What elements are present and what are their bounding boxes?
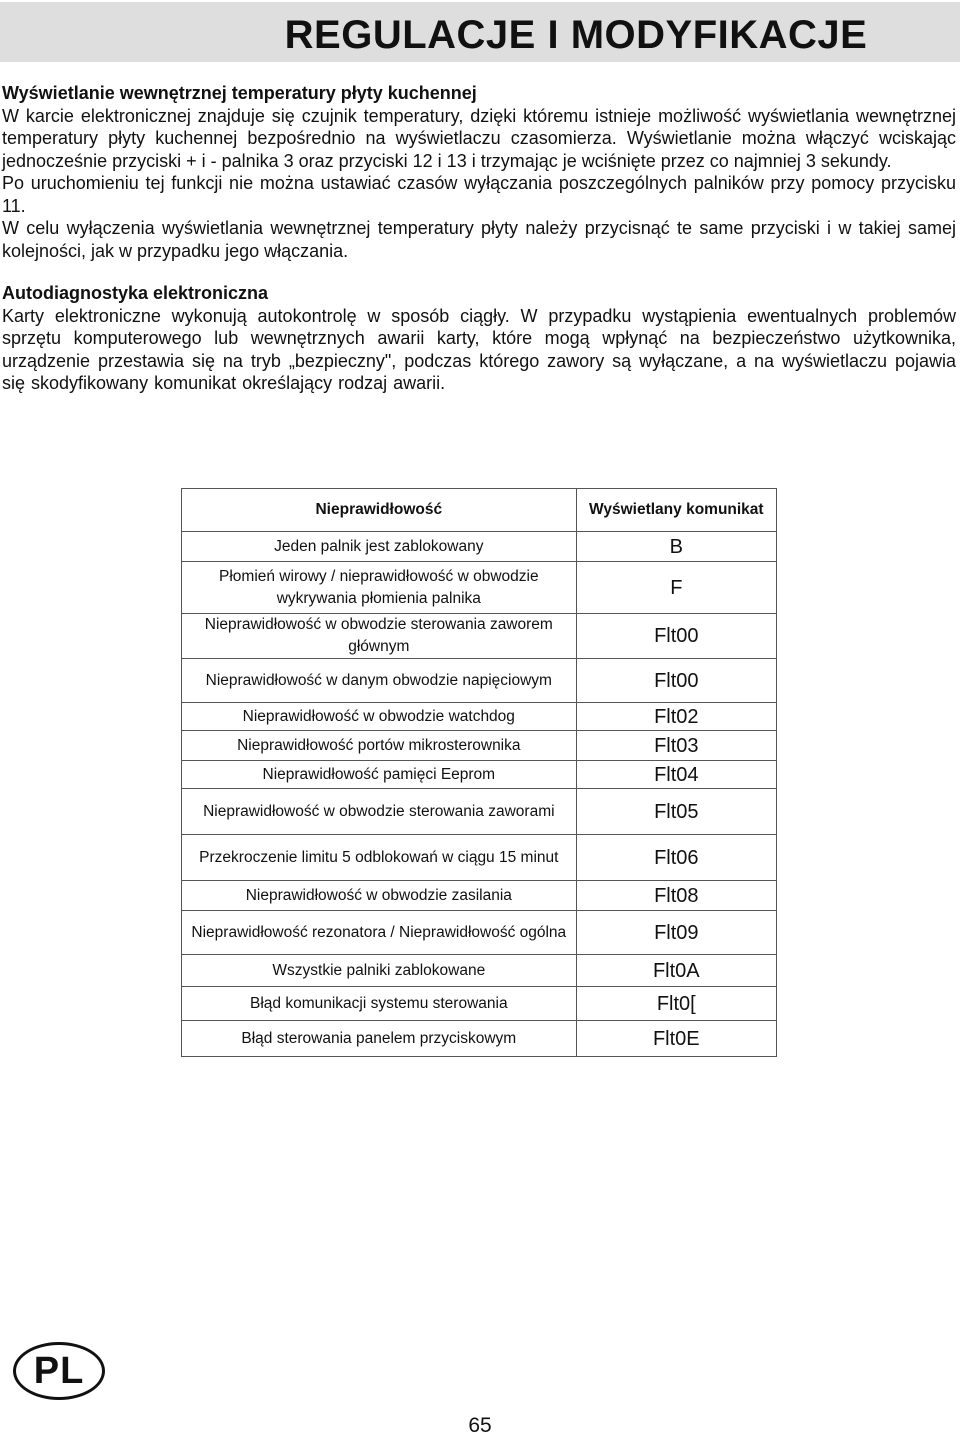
section-heading: Autodiagnostyka elektroniczna xyxy=(2,283,269,303)
fault-code: B xyxy=(576,532,776,562)
table-header-row xyxy=(182,489,777,532)
fault-description: Nieprawidłowość w obwodzie sterowania zaworami xyxy=(182,789,577,835)
fault-description: Przekroczenie limitu 5 odblokowań w ciągu 15 minut xyxy=(182,835,577,881)
fault-code: Flt08 xyxy=(576,881,776,911)
fault-description: Błąd komunikacji systemu sterowania xyxy=(182,987,577,1021)
fault-code: Flt02 xyxy=(576,703,776,731)
paragraph: Karty elektroniczne wykonują autokontrolę w sposób ciągły. W przypadku wystąpienia ewentualnych problemów sprzętu komputerowego lub wewnętrznych awarii karty, które mogą wpłynąć na bezpieczeństwo użytkownika, urządzenie przestawia się na tryb „bezpieczny", podczas którego zawory są wyłączane, a na wyświetlaczu pojawia się skodyfikowany komunikat określający rodzaj awarii. xyxy=(2,305,956,393)
table-row xyxy=(182,987,777,1021)
fault-code: Flt09 xyxy=(576,911,776,955)
fault-code: Flt0E xyxy=(576,1021,776,1057)
content xyxy=(2,82,956,395)
fault-code: Flt00 xyxy=(576,614,776,659)
table-row xyxy=(182,955,777,987)
table-row xyxy=(182,1021,777,1057)
table-row xyxy=(182,911,777,955)
section-heading: Wyświetlanie wewnętrznej temperatury płyty kuchennej xyxy=(2,83,477,103)
code-column-header: Wyświetlany komunikat xyxy=(576,489,776,532)
paragraph: W karcie elektronicznej znajduje się czujnik temperatury, dzięki któremu istnieje możliwość wyświetlania wewnętrznej temperatury płyty kuchennej bezpośrednio na wyświetlaczu czasomierza. Wyświetlanie można włączyć wciskając jednocześnie przyciski + i - palnika 3 oraz przyciski 12 i 13 i trzymając je wciśnięte przez co najmniej 3 sekundy. xyxy=(2,105,956,171)
fault-description: Jeden palnik jest zablokowany xyxy=(182,532,577,562)
fault-code: Flt0[ xyxy=(576,987,776,1021)
fault-description: Nieprawidłowość portów mikrosterownika xyxy=(182,731,577,761)
fault-description: Płomień wirowy / nieprawidłowość w obwodzie wykrywania płomienia palnika xyxy=(182,562,577,614)
fault-description: Nieprawidłowość pamięci Eeprom xyxy=(182,761,577,789)
section-diagnostics xyxy=(2,282,956,395)
fault-description: Nieprawidłowość w obwodzie zasilania xyxy=(182,881,577,911)
fault-code: Flt05 xyxy=(576,789,776,835)
fault-code: Flt04 xyxy=(576,761,776,789)
fault-code: Flt0A xyxy=(576,955,776,987)
fault-description: Nieprawidłowość rezonatora / Nieprawidłowość ogólna xyxy=(182,911,577,955)
fault-description: Błąd sterowania panelem przyciskowym xyxy=(182,1021,577,1057)
paragraph: Po uruchomieniu tej funkcji nie można ustawiać czasów wyłączania poszczególnych palników przy pomocy przycisku 11. xyxy=(2,173,956,216)
fault-description: Nieprawidłowość w danym obwodzie napięciowym xyxy=(182,659,577,703)
fault-code: Flt03 xyxy=(576,731,776,761)
table-row xyxy=(182,731,777,761)
fault-description: Nieprawidłowość w obwodzie watchdog xyxy=(182,703,577,731)
table-row xyxy=(182,835,777,881)
table-row xyxy=(182,761,777,789)
table-row xyxy=(182,614,777,659)
table-row xyxy=(182,789,777,835)
table-row xyxy=(182,881,777,911)
table-row xyxy=(182,532,777,562)
fault-table xyxy=(181,488,777,1057)
table-row xyxy=(182,562,777,614)
fault-code: F xyxy=(576,562,776,614)
table-row xyxy=(182,659,777,703)
section-temperature xyxy=(2,82,956,262)
fault-description: Wszystkie palniki zablokowane xyxy=(182,955,577,987)
paragraph: W celu wyłączenia wyświetlania wewnętrznej temperatury płyty należy przycisnąć te same przyciski i w takiej samej kolejności, jak w przypadku jego włączania. xyxy=(2,218,956,261)
fault-code: Flt06 xyxy=(576,835,776,881)
page-title: REGULACJE I MODYFIKACJE xyxy=(284,13,868,57)
fault-description: Nieprawidłowość w obwodzie sterowania zaworem głównym xyxy=(182,614,577,659)
fault-column-header: Nieprawidłowość xyxy=(182,489,577,532)
page-number: 65 xyxy=(468,1414,492,1437)
fault-code: Flt00 xyxy=(576,659,776,703)
table-row xyxy=(182,703,777,731)
language-badge: PL xyxy=(13,1342,105,1400)
